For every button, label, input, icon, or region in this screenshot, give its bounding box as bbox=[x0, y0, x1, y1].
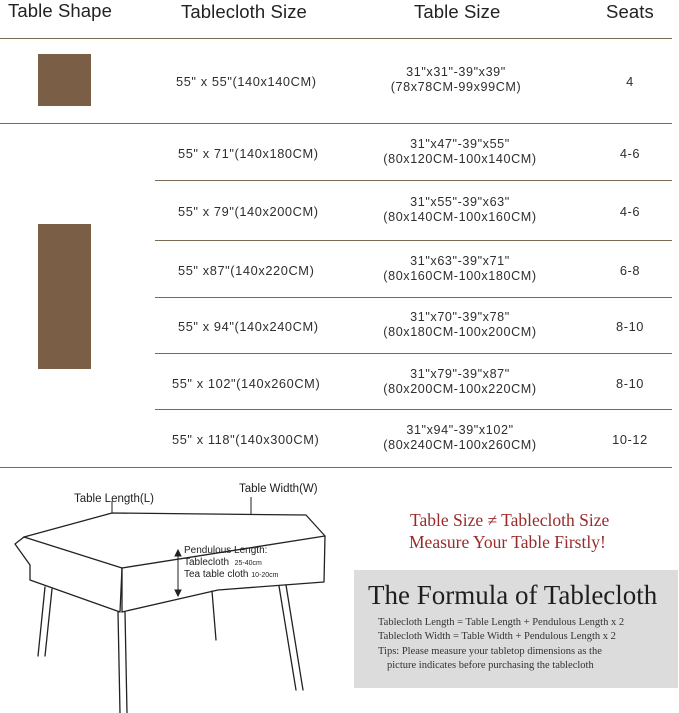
rect-row-3-table-size bbox=[360, 254, 560, 284]
rect-row-5-table-size bbox=[360, 367, 560, 397]
rectangle-table-shape bbox=[38, 224, 91, 369]
square-table-size-inch: 31"x31"-39"x39" bbox=[406, 65, 506, 79]
formula-tips-line-1: Tips: Please measure your tabletop dimensions as the bbox=[378, 646, 602, 657]
header-divider bbox=[0, 38, 672, 39]
formula-length-line: Tablecloth Length = Table Length + Pendulous Length x 2 bbox=[378, 617, 625, 628]
rect-row-4-table-size-cm: (80x180CM-100x200CM) bbox=[383, 325, 537, 339]
header-table-shape: Table Shape bbox=[8, 0, 112, 21]
row-divider bbox=[155, 409, 672, 410]
rect-row-1-table-size bbox=[360, 137, 560, 167]
formula-width-line: Tablecloth Width = Table Width + Pendulous Length x 2 bbox=[378, 631, 616, 642]
rect-row-4-table-size bbox=[360, 310, 560, 340]
rect-row-4-seats: 8-10 bbox=[615, 319, 644, 334]
square-table-shape bbox=[38, 54, 91, 106]
row-divider bbox=[155, 353, 672, 354]
square-table-size-cm: (78x78CM-99x99CM) bbox=[390, 80, 522, 94]
square-tablecloth-size: 55" x 55"(140x140CM) bbox=[176, 74, 317, 89]
pendulous-tablecloth-range: 25-40cm bbox=[234, 559, 262, 567]
rect-row-5-tablecloth-size: 55" x 102"(140x260CM) bbox=[172, 376, 321, 391]
table-diagram bbox=[0, 470, 350, 713]
notice-measure-first: Measure Your Table Firstly! bbox=[409, 532, 606, 552]
table-bottom-divider bbox=[0, 467, 672, 468]
table-length-label: Table Length(L) bbox=[74, 493, 154, 505]
square-seats: 4 bbox=[626, 74, 634, 89]
rect-row-3-table-size-inch: 31"x63"-39"x71" bbox=[410, 254, 510, 268]
rect-row-4-tablecloth-size: 55" x 94"(140x240CM) bbox=[178, 319, 319, 334]
rect-row-6-table-size bbox=[360, 423, 560, 453]
rect-row-3-tablecloth-size: 55" x87"(140x220CM) bbox=[178, 263, 315, 278]
rect-row-5-seats: 8-10 bbox=[615, 376, 644, 391]
rect-row-6-table-size-inch: 31"x94"-39"x102" bbox=[406, 423, 514, 437]
pendulous-length-title: Pendulous Length: bbox=[184, 545, 268, 556]
rect-row-5-table-size-inch: 31"x79"-39"x87" bbox=[410, 367, 510, 381]
rect-row-2-table-size-inch: 31"x55"-39"x63" bbox=[410, 195, 510, 209]
rect-row-2-table-size-cm: (80x140CM-100x160CM) bbox=[383, 210, 537, 224]
table-width-label: Table Width(W) bbox=[239, 483, 318, 495]
rect-row-3-seats: 6-8 bbox=[619, 263, 641, 278]
header-seats: Seats bbox=[606, 1, 654, 22]
pendulous-tea-line bbox=[184, 569, 279, 582]
rect-row-6-tablecloth-size: 55" x 118"(140x300CM) bbox=[172, 432, 320, 447]
row-divider bbox=[155, 297, 672, 298]
pendulous-tea-range: 10-20cm bbox=[251, 572, 279, 579]
rect-row-4-table-size-inch: 31"x70"-39"x78" bbox=[410, 310, 510, 324]
formula-title: The Formula of Tablecloth bbox=[368, 580, 658, 610]
rect-row-6-table-size-cm: (80x240CM-100x260CM) bbox=[383, 438, 537, 452]
formula-tips-line-2: picture indicates before purchasing the tablecloth bbox=[387, 660, 594, 671]
pendulous-tablecloth-line bbox=[184, 557, 279, 570]
row-divider bbox=[155, 180, 672, 181]
notice-size-difference: Table Size ≠ Tablecloth Size bbox=[410, 510, 610, 530]
square-table-size bbox=[356, 65, 556, 95]
pendulous-tea-label: Tea table cloth bbox=[184, 569, 249, 580]
row-divider bbox=[155, 240, 672, 241]
rect-row-1-tablecloth-size: 55" x 71"(140x180CM) bbox=[178, 146, 319, 161]
pendulous-tablecloth-label: Tablecloth bbox=[184, 556, 230, 568]
header-table-size: Table Size bbox=[414, 1, 501, 22]
rect-row-6-seats: 10-12 bbox=[612, 432, 648, 447]
section-divider bbox=[0, 123, 672, 124]
rect-row-5-table-size-cm: (80x200CM-100x220CM) bbox=[383, 382, 537, 396]
rect-row-1-table-size-inch: 31"x47"-39"x55" bbox=[410, 137, 510, 151]
pendulous-length-note bbox=[184, 545, 279, 582]
rect-row-1-seats: 4-6 bbox=[619, 146, 641, 161]
rect-row-2-table-size bbox=[360, 195, 560, 225]
rect-row-2-tablecloth-size: 55" x 79"(140x200CM) bbox=[178, 204, 319, 219]
rect-row-2-seats: 4-6 bbox=[619, 204, 641, 219]
rect-row-3-table-size-cm: (80x160CM-100x180CM) bbox=[383, 269, 537, 283]
header-tablecloth-size: Tablecloth Size bbox=[181, 1, 307, 22]
rect-row-1-table-size-cm: (80x120CM-100x140CM) bbox=[383, 152, 537, 166]
